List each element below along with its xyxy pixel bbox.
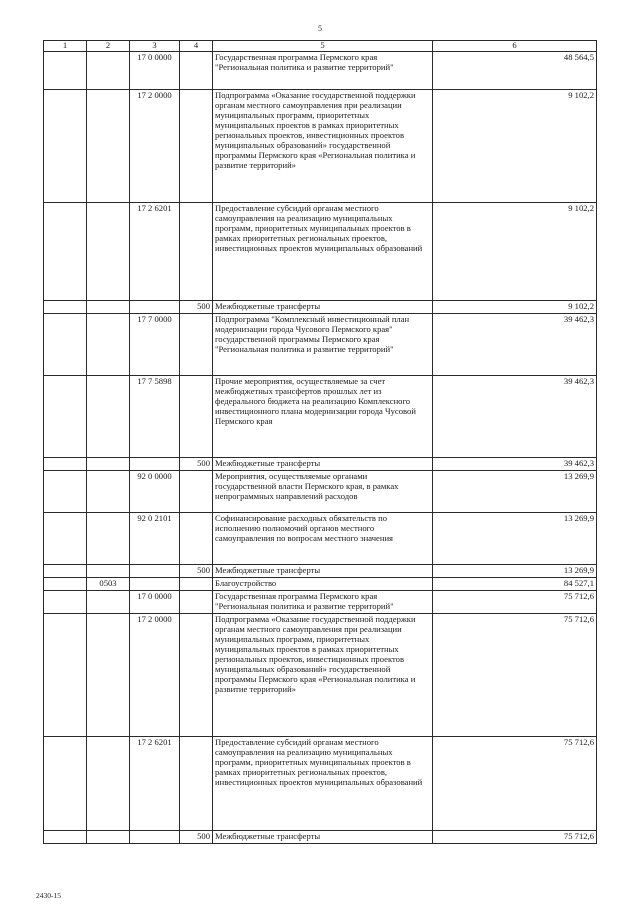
budget-table-body <box>44 41 597 844</box>
table-row <box>44 577 597 590</box>
cell-subsection <box>87 457 130 470</box>
cell-amount: 75 712,6 <box>433 830 597 843</box>
table-row <box>44 301 597 314</box>
table-row <box>44 313 597 375</box>
cell-expense-type <box>180 590 213 613</box>
table-row <box>44 52 597 90</box>
cell-expense-type <box>180 577 213 590</box>
table-row <box>44 457 597 470</box>
cell-section <box>44 470 87 512</box>
cell-description: Подпрограмма "Комплексный инвестиционный план модернизации города Чусового Пермского края" государственной программы Пермского края "Региональная политика и развитие территорий" <box>213 313 433 375</box>
cell-section <box>44 301 87 314</box>
cell-amount: 13 269,9 <box>433 470 597 512</box>
table-row <box>44 470 597 512</box>
cell-expense-type <box>180 90 213 203</box>
cell-subsection <box>87 203 130 301</box>
cell-description: Межбюджетные трансферты <box>213 830 433 843</box>
table-row <box>44 375 597 457</box>
cell-subsection: 0503 <box>87 577 130 590</box>
cell-expense-type <box>180 512 213 564</box>
cell-subsection <box>87 313 130 375</box>
cell-section <box>44 375 87 457</box>
cell-expense-type <box>180 613 213 736</box>
cell-target-article: 17 0 0000 <box>130 52 180 90</box>
table-row <box>44 736 597 830</box>
cell-subsection <box>87 470 130 512</box>
cell-amount: 75 712,6 <box>433 736 597 830</box>
cell-amount: 39 462,3 <box>433 375 597 457</box>
cell-expense-type: 500 <box>180 830 213 843</box>
footer-code: 2430-15 <box>36 891 61 900</box>
cell-expense-type <box>180 470 213 512</box>
cell-subsection <box>87 613 130 736</box>
cell-section <box>44 564 87 577</box>
cell-target-article: 17 0 0000 <box>130 590 180 613</box>
cell-section <box>44 313 87 375</box>
cell-expense-type <box>180 52 213 90</box>
cell-amount: 39 462,3 <box>433 457 597 470</box>
cell-amount: 9 102,2 <box>433 301 597 314</box>
header-col-6: 6 <box>433 41 597 52</box>
cell-section <box>44 577 87 590</box>
cell-target-article: 17 2 0000 <box>130 90 180 203</box>
table-row <box>44 512 597 564</box>
cell-description: Межбюджетные трансферты <box>213 457 433 470</box>
table-row <box>44 203 597 301</box>
cell-description: Подпрограмма «Оказание государственной поддержки органам местного самоуправления при реализации муниципальных программ, приоритетных муниципальных проектов в рамках приоритетных региональных проектов, инвестиционных проектов муниципальных образований» государственной программы Пермского края «Региональная политика и развитие территорий» <box>213 90 433 203</box>
cell-target-article <box>130 301 180 314</box>
budget-table <box>43 40 597 844</box>
cell-description: Софинансирование расходных обязательств по исполнению полномочий органов местного самоуправления по вопросам местного значения <box>213 512 433 564</box>
cell-amount: 9 102,2 <box>433 203 597 301</box>
cell-subsection <box>87 590 130 613</box>
header-col-1: 1 <box>44 41 87 52</box>
cell-target-article: 17 2 6201 <box>130 203 180 301</box>
header-col-2: 2 <box>87 41 130 52</box>
cell-amount: 13 269,9 <box>433 512 597 564</box>
cell-subsection <box>87 301 130 314</box>
cell-description: Предоставление субсидий органам местного самоуправления на реализацию муниципальных программ, приоритетных муниципальных проектов в рамках приоритетных региональных проектов, инвестиционных проектов муниципальных образований <box>213 736 433 830</box>
cell-target-article: 17 7 0000 <box>130 313 180 375</box>
cell-section <box>44 736 87 830</box>
cell-subsection <box>87 512 130 564</box>
table-row <box>44 90 597 203</box>
cell-description: Предоставление субсидий органам местного самоуправления на реализацию муниципальных программ, приоритетных муниципальных проектов в рамках приоритетных региональных проектов, инвестиционных проектов муниципальных образований <box>213 203 433 301</box>
table-row <box>44 590 597 613</box>
cell-section <box>44 52 87 90</box>
cell-expense-type <box>180 375 213 457</box>
header-row <box>44 41 597 52</box>
cell-section <box>44 512 87 564</box>
table-row <box>44 564 597 577</box>
cell-expense-type <box>180 203 213 301</box>
cell-expense-type <box>180 736 213 830</box>
cell-description: Подпрограмма «Оказание государственной поддержки органам местного самоуправления при реализации муниципальных программ, приоритетных муниципальных проектов в рамках приоритетных региональных проектов, инвестиционных проектов муниципальных образований» государственной программы Пермского края «Региональная политика и развитие территорий» <box>213 613 433 736</box>
cell-target-article: 17 2 0000 <box>130 613 180 736</box>
cell-description: Межбюджетные трансферты <box>213 301 433 314</box>
cell-target-article <box>130 457 180 470</box>
cell-target-article: 92 0 0000 <box>130 470 180 512</box>
cell-amount: 9 102,2 <box>433 90 597 203</box>
cell-section <box>44 613 87 736</box>
cell-section <box>44 90 87 203</box>
cell-target-article <box>130 577 180 590</box>
cell-expense-type <box>180 313 213 375</box>
cell-amount: 75 712,6 <box>433 613 597 736</box>
cell-subsection <box>87 830 130 843</box>
table-row <box>44 613 597 736</box>
cell-subsection <box>87 90 130 203</box>
cell-description: Прочие мероприятия, осуществляемые за счет межбюджетных трансфертов прошлых лет из федерального бюджета на реализацию Комплексного инвестиционного плана модернизации города Чусовой Пермского края <box>213 375 433 457</box>
cell-target-article <box>130 564 180 577</box>
cell-subsection <box>87 375 130 457</box>
header-col-3: 3 <box>130 41 180 52</box>
cell-description: Благоустройство <box>213 577 433 590</box>
cell-target-article: 17 7 5898 <box>130 375 180 457</box>
cell-subsection <box>87 736 130 830</box>
cell-expense-type: 500 <box>180 457 213 470</box>
cell-expense-type: 500 <box>180 301 213 314</box>
cell-target-article <box>130 830 180 843</box>
cell-description: Межбюджетные трансферты <box>213 564 433 577</box>
cell-subsection <box>87 564 130 577</box>
cell-section <box>44 590 87 613</box>
cell-amount: 48 564,5 <box>433 52 597 90</box>
cell-section <box>44 203 87 301</box>
cell-amount: 13 269,9 <box>433 564 597 577</box>
cell-description: Государственная программа Пермского края "Региональная политика и развитие территорий" <box>213 590 433 613</box>
header-col-5: 5 <box>213 41 433 52</box>
cell-section <box>44 457 87 470</box>
cell-amount: 75 712,6 <box>433 590 597 613</box>
cell-description: Государственная программа Пермского края "Региональная политика и развитие территорий" <box>213 52 433 90</box>
header-col-4: 4 <box>180 41 213 52</box>
cell-target-article: 92 0 2101 <box>130 512 180 564</box>
cell-section <box>44 830 87 843</box>
cell-amount: 39 462,3 <box>433 313 597 375</box>
table-row <box>44 830 597 843</box>
cell-subsection <box>87 52 130 90</box>
cell-target-article: 17 2 6201 <box>130 736 180 830</box>
page-number: 5 <box>318 24 322 33</box>
cell-expense-type: 500 <box>180 564 213 577</box>
cell-amount: 84 527,1 <box>433 577 597 590</box>
cell-description: Мероприятия, осуществляемые органами государственной власти Пермского края, в рамках непрограммных направлений расходов <box>213 470 433 512</box>
